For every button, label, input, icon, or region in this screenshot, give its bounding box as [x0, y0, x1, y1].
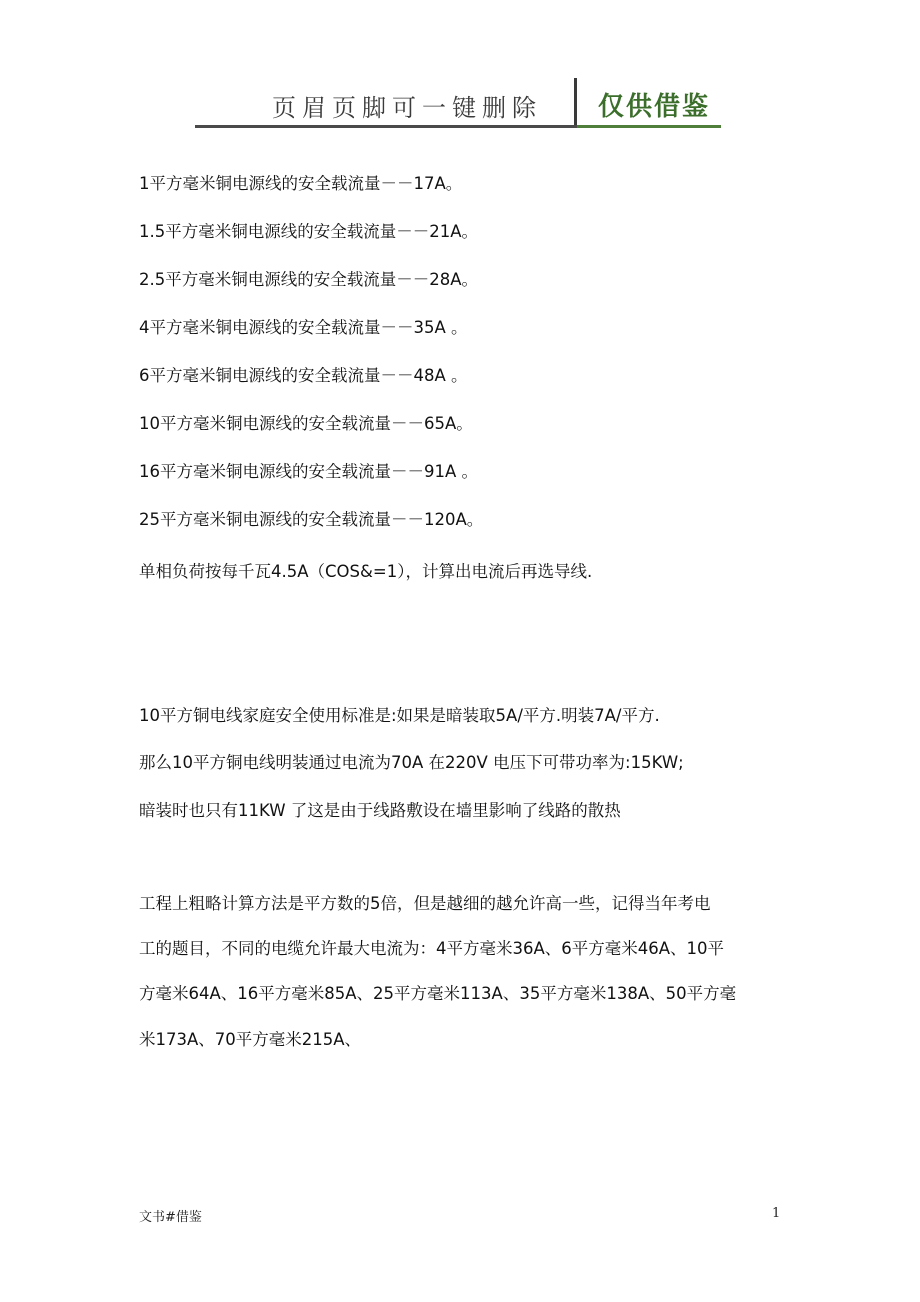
paragraph-line: 10平方铜电线家庭安全使用标准是:如果是暗装取5A/平方.明装7A/平方. — [139, 706, 660, 725]
ampacity-line: 16平方毫米铜电源线的安全载流量－－91A 。 — [139, 462, 479, 481]
paragraph-line: 暗装时也只有11KW 了这是由于线路敷设在墙里影响了线路的散热 — [139, 801, 621, 820]
paragraph-line: 那么10平方铜电线明装通过电流为70A 在220V 电压下可带功率为:15KW; — [139, 753, 684, 772]
ampacity-line: 1.5平方毫米铜电源线的安全载流量－－21A。 — [139, 222, 479, 241]
ampacity-line: 25平方毫米铜电源线的安全载流量－－120A。 — [139, 510, 484, 529]
header-divider — [574, 78, 577, 126]
page-number: 1 — [772, 1206, 781, 1221]
ampacity-line: 6平方毫米铜电源线的安全载流量－－48A 。 — [139, 366, 468, 385]
header-left-text: 页眉页脚可一键删除 — [272, 94, 542, 122]
ampacity-line: 1平方毫米铜电源线的安全载流量－－17A。 — [139, 174, 463, 193]
paragraph-line: 工的题目，不同的电缆允许最大电流为：4平方毫米36A、6平方毫米46A、10平 — [139, 939, 725, 958]
footer-label: 文书#借鉴 — [139, 1210, 202, 1225]
ampacity-line: 10平方毫米铜电源线的安全载流量－－65A。 — [139, 414, 473, 433]
header-right-text: 仅供借鉴 — [598, 92, 711, 122]
header-rule-accent — [577, 125, 721, 128]
paragraph-line: 方毫米64A、16平方毫米85A、25平方毫米113A、35平方毫米138A、50平方毫 — [139, 984, 737, 1003]
ampacity-line: 2.5平方毫米铜电源线的安全载流量－－28A。 — [139, 270, 479, 289]
ampacity-line: 4平方毫米铜电源线的安全载流量－－35A 。 — [139, 318, 468, 337]
single-phase-note: 单相负荷按每千瓦4.5A（COS&=1），计算出电流后再选导线. — [139, 562, 593, 581]
paragraph-line: 米173A、70平方毫米215A、 — [139, 1030, 362, 1049]
paragraph-line: 工程上粗略计算方法是平方数的5倍，但是越细的越允许高一些，记得当年考电 — [139, 894, 711, 913]
